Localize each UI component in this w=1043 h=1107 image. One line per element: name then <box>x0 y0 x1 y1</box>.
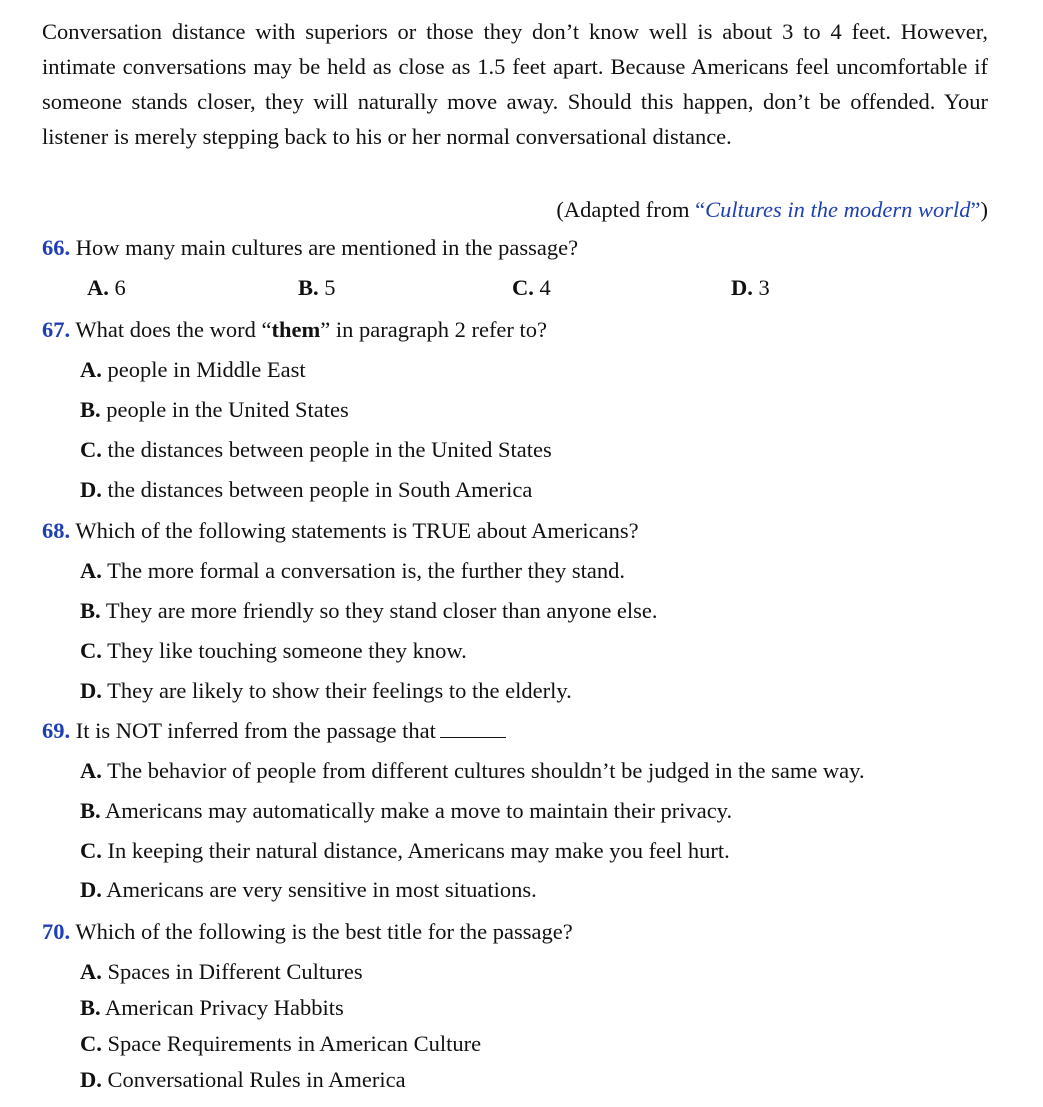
question-number: 67. <box>42 317 71 342</box>
question-66 <box>42 230 578 265</box>
option-text: The more formal a conversation is, the further they stand. <box>107 558 626 583</box>
question-prompt <box>75 317 547 342</box>
option-text: 5 <box>324 275 336 300</box>
question-number: 69. <box>42 718 71 743</box>
option-68-a[interactable] <box>80 553 625 588</box>
option-text: Americans may automatically make a move to maintain their privacy. <box>105 798 733 823</box>
option-letter: D. <box>80 1067 102 1092</box>
option-letter: A. <box>80 959 102 984</box>
option-text: They are likely to show their feelings to the elderly. <box>107 678 572 703</box>
option-68-d[interactable] <box>80 673 572 708</box>
question-67 <box>42 312 547 347</box>
option-67-c[interactable] <box>80 432 552 467</box>
option-text: 4 <box>539 275 551 300</box>
question-69 <box>42 713 506 748</box>
option-66-b[interactable] <box>298 270 336 305</box>
option-text: 3 <box>758 275 770 300</box>
option-69-c[interactable] <box>80 833 730 868</box>
option-letter: D. <box>80 678 102 703</box>
option-letter: B. <box>80 397 101 422</box>
question-number: 70. <box>42 919 71 944</box>
option-67-a[interactable] <box>80 352 306 387</box>
option-letter: A. <box>80 758 102 783</box>
source-suffix: ) <box>980 197 988 222</box>
option-66-d[interactable] <box>731 270 770 305</box>
option-letter: D. <box>80 477 102 502</box>
option-text: American Privacy Habbits <box>105 995 344 1020</box>
option-67-b[interactable] <box>80 392 349 427</box>
option-letter: A. <box>87 275 109 300</box>
option-letter: C. <box>80 437 102 462</box>
option-66-a[interactable] <box>87 270 126 305</box>
prompt-after: ” in paragraph 2 refer to? <box>320 317 548 342</box>
option-text: the distances between people in South America <box>107 477 533 502</box>
question-70 <box>42 914 573 949</box>
option-text: the distances between people in the United States <box>107 437 552 462</box>
option-letter: C. <box>80 838 102 863</box>
option-67-d[interactable] <box>80 472 532 507</box>
option-text: 6 <box>114 275 126 300</box>
option-text: Space Requirements in American Culture <box>107 1031 482 1056</box>
option-letter: B. <box>80 798 101 823</box>
source-prefix: (Adapted from <box>556 197 696 222</box>
prompt-before: What does the word “ <box>75 317 272 342</box>
option-69-b[interactable] <box>80 793 732 828</box>
source-close-quote: ” <box>970 197 981 222</box>
answer-blank <box>440 717 506 738</box>
question-prompt: Which of the following is the best title for the passage? <box>75 919 573 944</box>
passage-paragraph: Conversation distance with superiors or those they don’t know well is about 3 to 4 feet. However, intimate conversations may be held as close as 1.5 feet apart. Because Americans feel uncomfortable if someone stands closer, they will naturally move away. Should this happen, don’t be offended. Your listener is merely stepping back to his or her normal conversational distance. <box>42 19 988 149</box>
option-66-c[interactable] <box>512 270 551 305</box>
option-text: people in the United States <box>106 397 349 422</box>
question-number: 66. <box>42 235 71 260</box>
question-prompt: Which of the following statements is TRUE about Americans? <box>75 518 639 543</box>
question-prompt: How many main cultures are mentioned in the passage? <box>75 235 579 260</box>
option-letter: C. <box>512 275 534 300</box>
option-text: In keeping their natural distance, Americans may make you feel hurt. <box>107 838 730 863</box>
option-letter: A. <box>80 558 102 583</box>
option-text: They are more friendly so they stand closer than anyone else. <box>105 598 658 623</box>
option-70-b[interactable] <box>80 990 344 1025</box>
source-title: Cultures in the modern world <box>705 197 971 222</box>
option-69-d[interactable] <box>80 872 537 907</box>
option-68-b[interactable] <box>80 593 658 628</box>
prompt-emphasis: them <box>271 317 321 342</box>
option-69-a[interactable] <box>80 753 865 788</box>
option-letter: D. <box>731 275 753 300</box>
option-text: Americans are very sensitive in most situations. <box>106 877 537 902</box>
source-citation <box>556 192 988 227</box>
option-letter: A. <box>80 357 102 382</box>
source-open-quote: “ <box>695 197 706 222</box>
option-letter: B. <box>298 275 319 300</box>
option-text: Spaces in Different Cultures <box>107 959 363 984</box>
option-text: The behavior of people from different cultures shouldn’t be judged in the same way. <box>107 758 865 783</box>
option-68-c[interactable] <box>80 633 467 668</box>
option-letter: D. <box>80 877 102 902</box>
question-prompt: It is NOT inferred from the passage that <box>75 718 436 743</box>
option-text: people in Middle East <box>107 357 306 382</box>
option-letter: C. <box>80 1031 102 1056</box>
option-70-a[interactable] <box>80 954 363 989</box>
option-letter: B. <box>80 598 101 623</box>
option-text: They like touching someone they know. <box>107 638 467 663</box>
question-number: 68. <box>42 518 71 543</box>
option-letter: B. <box>80 995 101 1020</box>
option-letter: C. <box>80 638 102 663</box>
option-text: Conversational Rules in America <box>107 1067 406 1092</box>
option-70-c[interactable] <box>80 1026 481 1061</box>
option-70-d[interactable] <box>80 1062 406 1097</box>
question-68 <box>42 513 639 548</box>
